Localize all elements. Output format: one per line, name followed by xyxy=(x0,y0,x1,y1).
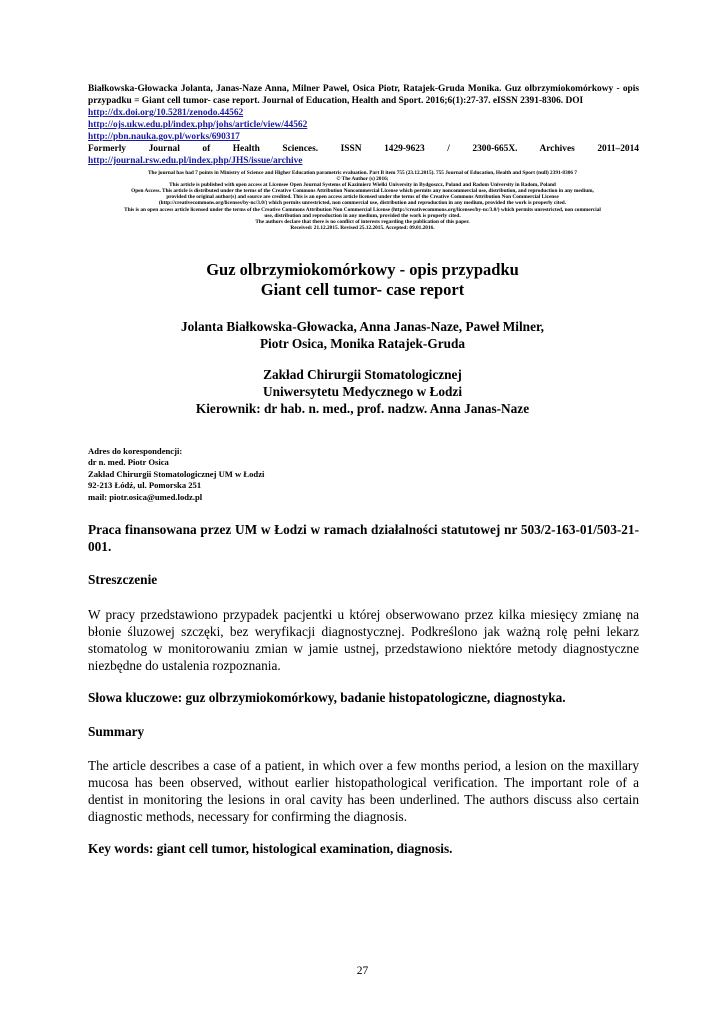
fine-print-line: Open Access. This article is distributed under the terms of the Creative Commons Attribution Noncommercial License which permits any noncommercial use, distribution, and reproduction in any medium, xyxy=(131,188,594,195)
fine-print-line: provided the original author(s) and source are credited. This is an open access article licensed under the terms of the Creative Commons Attribution Non Commercial License xyxy=(166,194,559,201)
keywords-english: Key words: giant cell tumor, histological examination, diagnosis. xyxy=(88,841,453,856)
authors-block xyxy=(60,318,665,352)
fine-print-line: use, distribution and reproduction in any medium, provided the work is properly cited. xyxy=(264,212,461,219)
correspondence-line: dr n. med. Piotr Osica xyxy=(88,457,169,468)
authors-line: Jolanta Białkowska-Głowacka, Anna Janas-Naze, Paweł Milner, xyxy=(181,319,544,334)
citation-block xyxy=(88,83,639,167)
keywords-polish: Słowa kluczowe: guz olbrzymiokomórkowy, badanie histopatologiczne, diagnostyka. xyxy=(88,690,566,705)
correspondence-email: mail: piotr.osica@umed.lodz.pl xyxy=(88,491,203,502)
correspondence-line: Adres do korespondencji: xyxy=(88,446,183,456)
ojs-article-link[interactable]: http://ojs.ukw.edu.pl/index.php/johs/article/view/44562 xyxy=(88,120,308,130)
department-name: Zakład Chirurgii Stomatologicznej xyxy=(263,367,462,382)
summary-heading: Summary xyxy=(88,724,145,739)
pbn-works-link[interactable]: http://pbn.nauka.gov.pl/works/690317 xyxy=(88,132,240,142)
fine-print-line: © The Author (s) 2016; xyxy=(336,176,389,183)
university-name: Uniwersytetu Medycznego w Łodzi xyxy=(262,384,463,399)
citation-text: Białkowska-Głowacka Jolanta, Janas-Naze Anna, Milner Paweł, Osica Piotr, Ratajek-Gruda Monika. Guz olbrzymiokomórkowy - opis przypadku = Giant cell tumor- case report. Journal of Education, Health and Sport. 2016;6(1):27-37. eISSN 2391-8306. DOI xyxy=(88,84,639,106)
title-polish: Guz olbrzymiokomórkowy - opis przypadku xyxy=(206,260,519,279)
formerly-line: Formerly Journal of Health Sciences. ISSN 1429-9623 / 2300-665X. Archives 2011–2014 xyxy=(88,144,639,154)
fine-print-line: The journal has had 7 points in Ministry of Science and Higher Education parametric evaluation. Part B item 755 (23.12.2015). 755 Journal of Education, Health and Sport (null) 2391-8306 7 xyxy=(148,170,577,176)
fine-print-line: This is an open access article licensed under the terms of the Creative Commons Attribution Non Commercial License (http://creativecommons.org/licenses/by-nc/3.0/) which permits unrestricted, non commercial xyxy=(124,206,601,213)
article-title xyxy=(60,260,665,300)
fine-print-line: Received: 21.12.2015. Revised 25.12.2015. Accepted: 09.01.2016. xyxy=(290,224,435,231)
correspondence-block xyxy=(88,446,639,503)
title-english: Giant cell tumor- case report xyxy=(260,280,465,299)
authors-line: Piotr Osica, Monika Ratajek-Gruda xyxy=(259,336,466,351)
abstract-polish: W pracy przedstawiono przypadek pacjentki u której obserwowano przez kilka miesięcy zmianę na błonie śluzowej szczęki, bez weryfikacji diagnostycznej. Podkreślono jak ważną rolę pełni lekarz stomatolog w monitorowaniu zmian w jamie ustnej, przedstawiono niektóre metody diagnostyczne niezbędne do ustalenia rozpoznania. xyxy=(88,607,639,673)
department-head: Kierownik: dr hab. n. med., prof. nadzw. Anna Janas-Naze xyxy=(195,401,530,416)
fine-print-line: The authors declare that there is no conflict of interests regarding the publication of this paper. xyxy=(255,218,470,225)
funding-statement xyxy=(88,521,639,555)
doi-link[interactable]: http://dx.doi.org/10.5281/zenodo.44562 xyxy=(88,108,244,118)
correspondence-line: 92-213 Łódź, ul. Pomorska 251 xyxy=(88,480,202,491)
fine-print-line: (http://creativecommons.org/licenses/by-nc/3.0/) which permits unrestricted, non commercial use, distribution and reproduction in any medium, provided the work is properly cited. xyxy=(158,200,567,207)
abstract-heading-polish: Streszczenie xyxy=(88,572,158,587)
summary-text: The article describes a case of a patient, in which over a few months period, a lesion on the maxillary mucosa has been observed, without earlier histopathological verification. The important role of a dentist in monitoring the lesions in oral cavity has been underlined. The authors discuss also certain diagnostic methods, necessary for confirming the diagnosis. xyxy=(88,758,639,824)
affiliation-block xyxy=(60,366,665,417)
page-number: 27 xyxy=(356,965,369,977)
archive-link[interactable]: http://journal.rsw.edu.pl/index.php/JHS/issue/archive xyxy=(88,156,303,166)
correspondence-line: Zakład Chirurgii Stomatologicznej UM w Łodzi xyxy=(88,468,265,479)
fine-print-line: This article is published with open access at Licensee Open Journal Systems of Kazimierz Wielki University in Bydgoszcz, Poland and Radom University in Radom, Poland xyxy=(169,182,556,189)
funding-text: Praca finansowana przez UM w Łodzi w ramach działalności statutowej nr 503/2-163-01/503-21-001. xyxy=(88,522,639,554)
license-fine-print xyxy=(60,170,665,231)
